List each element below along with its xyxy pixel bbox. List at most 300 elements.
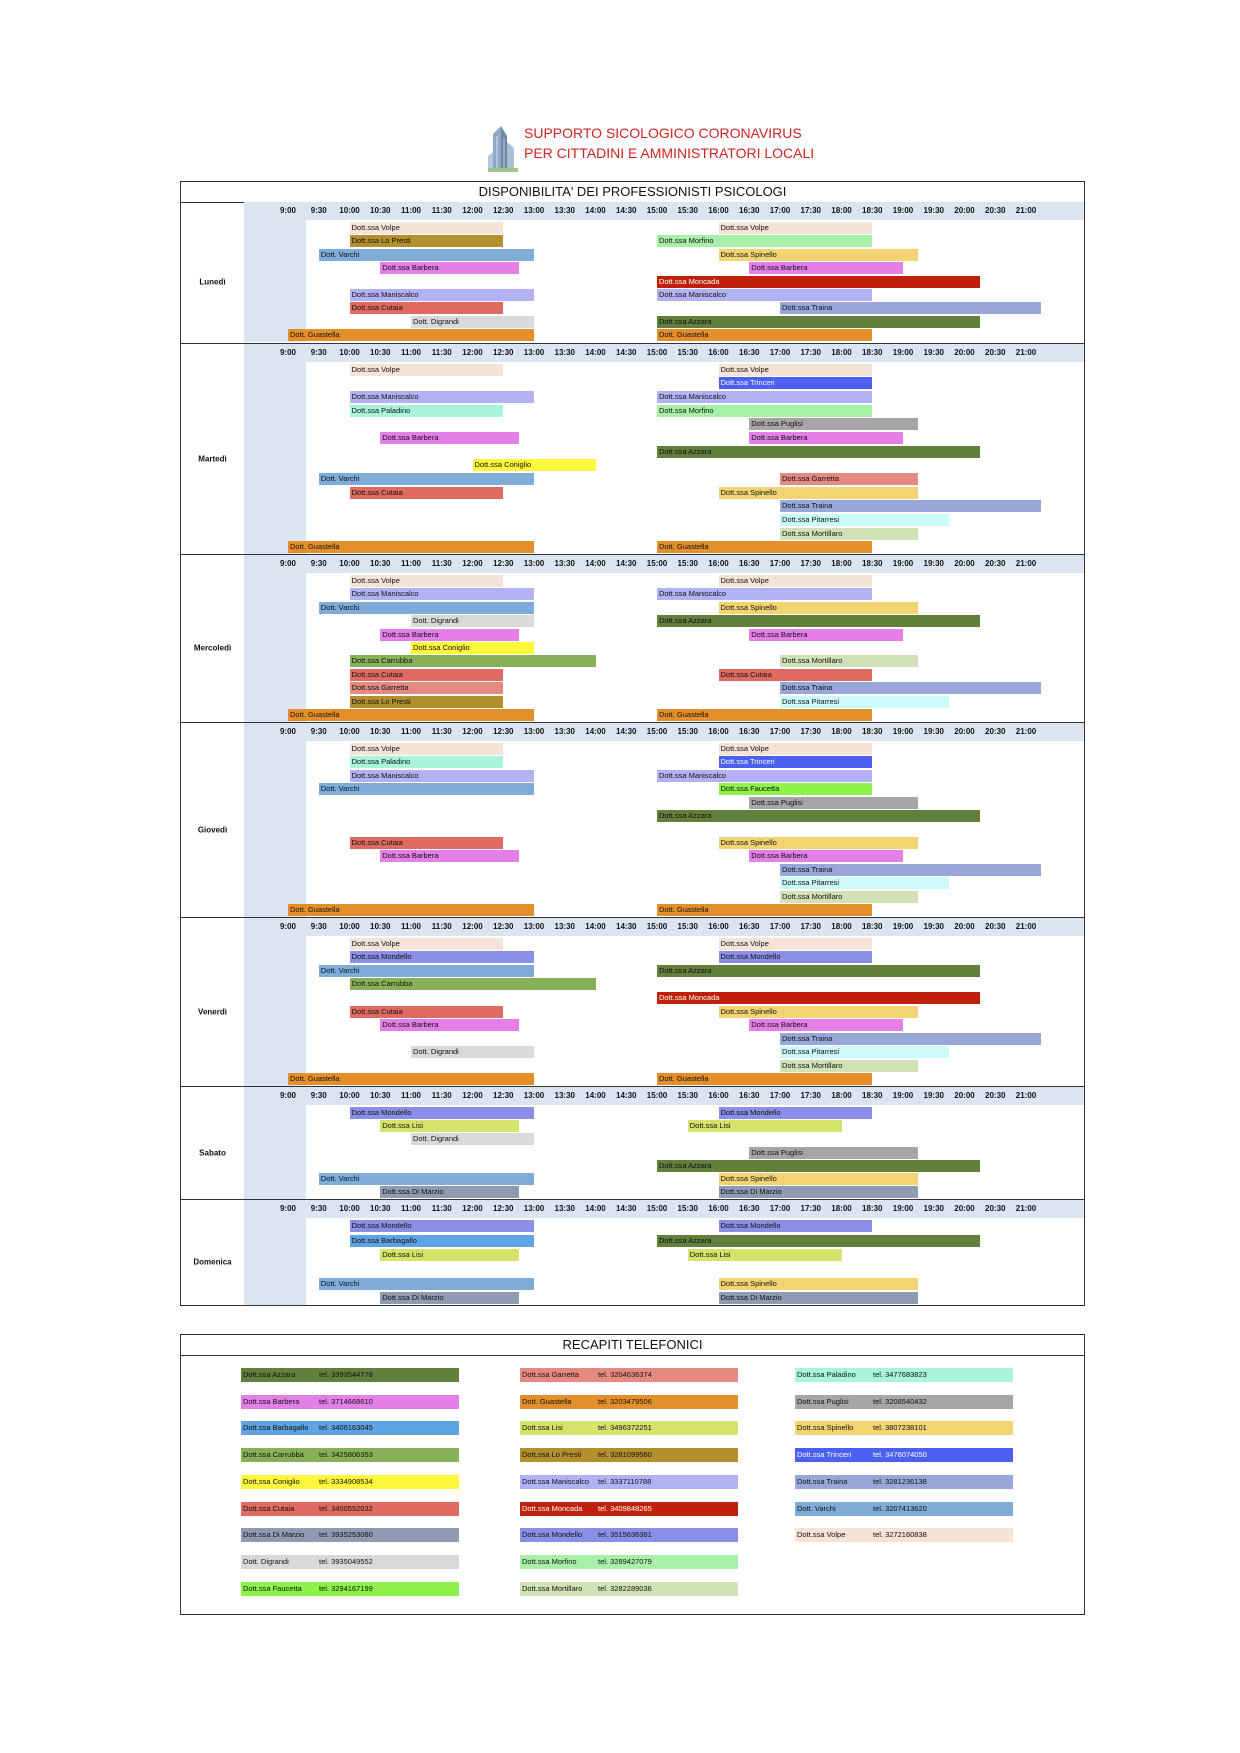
availability-bar-dott-ssa-paladino: Dott.ssa Paladino [350,756,504,768]
contact-name: Dott.ssa Trinceri [797,1450,852,1460]
time-tick: 15:00 [646,1204,668,1213]
time-tick: 21:00 [1015,727,1037,736]
contact-entry-dott-ssa-coniglio [241,1475,459,1489]
availability-bar-dott-ssa-volpe: Dott.ssa Volpe [719,222,873,234]
availability-bar-dott-ssa-azzara: Dott.ssa Azzara [657,1235,980,1247]
contact-entry-dott-ssa-mondello [520,1528,738,1542]
page-header [488,119,815,177]
time-tick: 15:30 [677,727,698,736]
availability-bar-dott-ssa-maniscalco: Dott.ssa Maniscalco [350,289,535,301]
header-title-line2: PER CITTADINI E AMMINISTRATORI LOCALI [524,145,815,161]
time-tick: 20:30 [985,922,1006,931]
time-tick: 18:30 [862,348,883,357]
time-tick: 12:30 [493,348,514,357]
contact-phone: tel. 3393544778 [319,1370,373,1379]
contact-phone: tel. 3208540432 [873,1396,927,1406]
time-tick: 17:00 [769,1204,791,1213]
time-tick: 16:00 [708,206,729,215]
contact-phone: tel. 3935253080 [319,1530,373,1540]
time-tick: 10:00 [339,348,360,357]
time-tick: 21:00 [1015,206,1037,215]
contact-phone: tel. 3400552032 [319,1503,373,1513]
time-tick: 13:30 [554,727,575,736]
time-tick: 10:30 [370,559,391,568]
availability-bar-dott-ssa-mondello: Dott.ssa Mondello [350,951,535,963]
availability-bar-dott-ssa-volpe: Dott.ssa Volpe [350,575,504,587]
contact-name: Dott.ssa Coniglio [243,1476,300,1486]
availability-bar-dott-ssa-puglisi: Dott.ssa Puglisi [749,418,918,430]
availability-bar-dott-guastella: Dott. Guastella [288,709,534,721]
contact-entry-dott-ssa-paladino [795,1368,1013,1382]
time-header-row [244,555,1084,573]
availability-bar-dott-ssa-maniscalco: Dott.ssa Maniscalco [350,588,535,600]
contact-name: Dott.ssa Volpe [797,1530,846,1540]
time-tick: 11:00 [400,727,422,736]
time-tick: 13:00 [523,922,545,931]
availability-bar-dott-ssa-mondello: Dott.ssa Mondello [719,1220,873,1232]
time-tick: 12:30 [493,1204,514,1213]
day-block-venerd [181,917,1084,1086]
availability-bar-dott-ssa-pitarresi: Dott.ssa Pitarresi [780,877,949,889]
time-tick: 17:00 [769,727,791,736]
time-tick: 18:30 [862,727,883,736]
contact-entry-dott-ssa-lisi [520,1421,738,1435]
time-header-row [244,1087,1084,1105]
time-tick: 9:00 [279,206,297,215]
contact-entry-dott-ssa-spinello [795,1421,1013,1435]
contact-entry-dott-ssa-lo-presti [520,1448,738,1462]
time-tick: 14:30 [616,922,637,931]
time-tick: 15:00 [646,922,668,931]
contact-entry-dott-ssa-traina [795,1475,1013,1489]
availability-bar-dott-guastella: Dott. Guastella [288,329,534,341]
time-tick: 13:00 [523,348,545,357]
availability-bar-dott-guastella: Dott. Guastella [657,541,872,553]
availability-bar-dott-ssa-barbera: Dott.ssa Barbera [380,629,518,641]
time-tick: 10:30 [370,727,391,736]
time-tick: 18:00 [831,206,852,215]
time-tick: 9:30 [310,922,327,931]
time-tick: 15:30 [677,1091,698,1100]
availability-bar-dott-ssa-cutaia: Dott.ssa Cutaia [350,302,504,314]
contact-entry-dott-ssa-garretta [520,1368,738,1382]
day-side-strip [244,362,306,554]
time-tick: 19:00 [892,206,914,215]
availability-bar-dott-ssa-faucetta: Dott.ssa Faucetta [719,783,873,795]
time-tick: 15:00 [646,559,668,568]
availability-bar-dott-ssa-garretta: Dott.ssa Garretta [350,682,504,694]
time-tick: 14:30 [616,206,637,215]
availability-bar-dott-ssa-moncada: Dott.ssa Moncada [657,276,980,288]
availability-bar-dott-ssa-cutaia: Dott.ssa Cutaia [350,669,504,681]
availability-bar-dott-guastella: Dott. Guastella [288,1073,534,1085]
availability-schedule [180,181,1085,1306]
day-side-strip [244,1105,306,1199]
contact-entry-dott-ssa-carrubba [241,1448,459,1462]
availability-bar-dott-ssa-azzara: Dott.ssa Azzara [657,615,980,627]
availability-bar-dott-ssa-mondello: Dott.ssa Mondello [719,1107,873,1119]
day-block-domenica [181,1199,1084,1305]
contact-name: Dott.ssa Moncada [522,1503,583,1513]
availability-bar-dott-digrandi: Dott. Digrandi [411,615,534,627]
time-tick: 16:00 [708,559,729,568]
contact-name: Dott.ssa Barbera [243,1396,300,1406]
availability-bar-dott-ssa-mondello: Dott.ssa Mondello [350,1220,535,1232]
availability-bar-dott-ssa-volpe: Dott.ssa Volpe [719,575,873,587]
time-tick: 9:30 [310,1204,327,1213]
time-tick: 17:30 [800,559,821,568]
availability-bar-dott-guastella: Dott. Guastella [657,1073,872,1085]
time-tick: 15:30 [677,348,698,357]
time-tick: 11:00 [400,206,422,215]
time-tick: 9:30 [310,1091,327,1100]
time-tick: 16:00 [708,727,729,736]
availability-bar-dott-ssa-paladino: Dott.ssa Paladino [350,405,504,417]
availability-bar-dott-ssa-barbera: Dott.ssa Barbera [749,629,903,641]
availability-bar-dott-ssa-cutaia: Dott.ssa Cutaia [350,837,504,849]
time-tick: 14:30 [616,1204,637,1213]
time-tick: 19:30 [923,727,944,736]
availability-bar-dott-ssa-barbera: Dott.ssa Barbera [749,262,903,274]
time-tick: 15:30 [677,922,698,931]
availability-bar-dott-ssa-spinello: Dott.ssa Spinello [719,837,919,849]
time-tick: 14:00 [585,727,606,736]
availability-bar-dott-ssa-spinello: Dott.ssa Spinello [719,1006,919,1018]
availability-bar-dott-ssa-coniglio: Dott.ssa Coniglio [473,459,596,471]
availability-bar-dott-guastella: Dott. Guastella [657,329,872,341]
contact-name: Dott.ssa Mortillaro [522,1583,583,1593]
time-tick: 15:30 [677,1204,698,1213]
availability-bar-dott-ssa-volpe: Dott.ssa Volpe [350,364,504,376]
contact-name: Dott. Digrandi [243,1556,289,1566]
availability-bar-dott-varchi: Dott. Varchi [319,1278,534,1290]
contact-phone: tel. 3406163045 [319,1423,373,1433]
time-tick: 12:00 [462,1091,483,1100]
contact-phone: tel. 3334908534 [319,1476,373,1486]
time-tick: 16:30 [739,1091,760,1100]
availability-bar-dott-ssa-lisi: Dott.ssa Lisi [688,1120,842,1132]
availability-bar-dott-ssa-mondello: Dott.ssa Mondello [350,1107,535,1119]
contact-name: Dott.ssa Mondello [522,1530,583,1540]
day-label-luned: Lunedì [199,277,226,286]
contact-name: Dott.ssa Di Marzio [243,1530,305,1540]
time-header-row [244,723,1084,741]
availability-bar-dott-ssa-traina: Dott.ssa Traina [780,302,1041,314]
contact-entry-dott-ssa-morfino [520,1555,738,1569]
time-tick: 19:30 [923,922,944,931]
availability-bar-dott-ssa-mortillaro: Dott.ssa Mortillaro [780,891,918,903]
time-tick: 21:00 [1015,348,1037,357]
contacts-title: RECAPITI TELEFONICI [181,1335,1084,1356]
time-tick: 11:30 [431,348,452,357]
contact-phone: tel. 3476074050 [873,1450,927,1460]
time-tick: 13:30 [554,206,575,215]
time-tick: 18:00 [831,1204,852,1213]
time-tick: 11:00 [400,1204,422,1213]
contact-entry-dott-ssa-maniscalco [520,1475,738,1489]
availability-bar-dott-ssa-maniscalco: Dott.ssa Maniscalco [657,289,872,301]
contact-name: Dott.ssa Azzara [243,1370,296,1379]
time-tick: 21:00 [1015,1204,1037,1213]
contact-name: Dott.ssa Maniscalco [522,1476,590,1486]
time-tick: 9:00 [279,1091,297,1100]
contact-phone: tel. 3203479506 [598,1396,652,1406]
contact-phone: tel. 3515636361 [598,1530,652,1540]
availability-bar-dott-ssa-lo-presti: Dott.ssa Lo Presti [350,235,504,247]
time-tick: 10:30 [370,206,391,215]
time-tick: 17:00 [769,559,791,568]
availability-bar-dott-ssa-barbagallo: Dott.ssa Barbagallo [350,1235,535,1247]
availability-bar-dott-ssa-puglisi: Dott.ssa Puglisi [749,1147,918,1159]
contact-entry-dott-ssa-trinceri [795,1448,1013,1462]
contact-entry-dott-ssa-di-marzio [241,1528,459,1542]
contact-name: Dott.ssa Lo Presti [522,1450,582,1460]
time-tick: 21:00 [1015,922,1037,931]
day-label-marted: Martedì [198,454,227,463]
availability-bar-dott-ssa-maniscalco: Dott.ssa Maniscalco [350,770,535,782]
time-tick: 13:00 [523,559,545,568]
time-tick: 15:30 [677,206,698,215]
time-tick: 19:30 [923,206,944,215]
time-tick: 14:30 [616,1091,637,1100]
time-tick: 11:30 [431,1204,452,1213]
availability-bar-dott-ssa-spinello: Dott.ssa Spinello [719,1173,919,1185]
time-tick: 10:00 [339,559,360,568]
availability-bar-dott-ssa-maniscalco: Dott.ssa Maniscalco [350,391,535,403]
time-tick: 10:00 [339,1204,360,1213]
time-tick: 18:30 [862,1091,883,1100]
time-tick: 14:00 [585,1204,606,1213]
availability-bar-dott-ssa-coniglio: Dott.ssa Coniglio [411,642,534,654]
time-tick: 15:00 [646,348,668,357]
time-tick: 20:30 [985,206,1006,215]
time-tick: 16:30 [739,922,760,931]
availability-bar-dott-ssa-lo-presti: Dott.ssa Lo Presti [350,696,504,708]
availability-bar-dott-ssa-traina: Dott.ssa Traina [780,500,1041,512]
availability-bar-dott-ssa-spinello: Dott.ssa Spinello [719,602,919,614]
availability-bar-dott-ssa-di-marzio: Dott.ssa Di Marzio [380,1292,518,1304]
availability-bar-dott-varchi: Dott. Varchi [319,1173,534,1185]
contact-name: Dott.ssa Lisi [522,1423,563,1433]
contact-phone: tel. 3281099560 [598,1450,652,1460]
availability-bar-dott-ssa-mortillaro: Dott.ssa Mortillaro [780,1060,918,1072]
contact-phone: tel. 3807238101 [873,1423,927,1433]
time-tick: 18:30 [862,1204,883,1213]
contact-name: Dott.ssa Faucetta [243,1583,302,1593]
time-tick: 11:30 [431,559,452,568]
contact-phone: tel. 3409848265 [598,1503,652,1513]
time-tick: 21:00 [1015,1091,1037,1100]
time-tick: 13:30 [554,1091,575,1100]
availability-bar-dott-ssa-pitarresi: Dott.ssa Pitarresi [780,696,949,708]
contact-name: Dott.ssa Barbagallo [243,1423,309,1433]
time-tick: 16:00 [708,922,729,931]
time-header-row [244,202,1084,220]
day-block-mercoled [181,554,1084,722]
time-tick: 13:30 [554,559,575,568]
time-tick: 12:00 [462,727,483,736]
day-side-strip [244,220,306,342]
time-tick: 14:30 [616,559,637,568]
time-tick: 20:00 [954,348,975,357]
time-tick: 14:00 [585,559,606,568]
time-tick: 16:30 [739,727,760,736]
contact-phone: tel. 3207413620 [873,1503,927,1513]
time-tick: 20:30 [985,348,1006,357]
time-tick: 15:00 [646,206,668,215]
time-tick: 19:30 [923,348,944,357]
time-tick: 13:30 [554,348,575,357]
time-tick: 19:00 [892,348,914,357]
availability-bar-dott-ssa-cutaia: Dott.ssa Cutaia [350,487,504,499]
availability-bar-dott-ssa-carrubba: Dott.ssa Carrubba [350,655,596,667]
availability-bar-dott-ssa-di-marzio: Dott.ssa Di Marzio [719,1186,919,1198]
availability-bar-dott-guastella: Dott. Guastella [657,709,872,721]
time-tick: 17:00 [769,1091,791,1100]
contact-name: Dott. Guastella [522,1396,572,1406]
time-tick: 12:30 [493,727,514,736]
time-tick: 9:30 [310,348,327,357]
day-label-sabato: Sabato [199,1148,226,1157]
time-tick: 10:30 [370,922,391,931]
time-tick: 19:00 [892,922,914,931]
day-block-sabato [181,1086,1084,1199]
availability-bar-dott-ssa-barbera: Dott.ssa Barbera [380,262,518,274]
time-tick: 17:30 [800,1091,821,1100]
availability-bar-dott-ssa-spinello: Dott.ssa Spinello [719,487,919,499]
day-label-domenica: Domenica [193,1257,232,1267]
time-tick: 17:30 [800,1204,821,1213]
time-tick: 14:30 [616,348,637,357]
availability-bar-dott-varchi: Dott. Varchi [319,783,534,795]
availability-bar-dott-ssa-azzara: Dott.ssa Azzara [657,1160,980,1172]
time-tick: 16:30 [739,206,760,215]
time-header-row [244,1200,1084,1218]
time-tick: 18:00 [831,922,852,931]
time-tick: 10:00 [339,206,360,215]
time-tick: 20:30 [985,1091,1006,1100]
availability-bar-dott-ssa-barbera: Dott.ssa Barbera [749,1019,903,1031]
availability-bar-dott-ssa-pitarresi: Dott.ssa Pitarresi [780,514,949,526]
contact-phone: tel. 3477683823 [873,1370,927,1379]
availability-bar-dott-ssa-volpe: Dott.ssa Volpe [350,222,504,234]
availability-bar-dott-ssa-traina: Dott.ssa Traina [780,1033,1041,1045]
time-tick: 11:30 [431,922,452,931]
time-tick: 19:00 [892,1204,914,1213]
availability-bar-dott-ssa-barbera: Dott.ssa Barbera [380,1019,518,1031]
time-tick: 12:30 [493,922,514,931]
header-title-line1: SUPPORTO SICOLOGICO CORONAVIRUS [524,125,802,141]
contact-name: Dott.ssa Carrubba [243,1450,304,1460]
time-tick: 9:00 [279,348,297,357]
contact-name: Dott.ssa Spinello [797,1423,854,1433]
time-tick: 18:00 [831,348,852,357]
time-tick: 10:00 [339,727,360,736]
contact-phone: tel. 3496372251 [598,1423,652,1433]
contact-phone: tel. 3935049552 [319,1556,373,1566]
time-tick: 11:30 [431,206,452,215]
time-tick: 9:30 [310,727,327,736]
time-tick: 9:30 [310,206,327,215]
time-tick: 13:00 [523,206,545,215]
day-block-luned [181,202,1084,343]
time-tick: 17:30 [800,922,821,931]
contact-entry-dott-ssa-moncada [520,1502,738,1516]
day-side-strip [244,741,306,917]
availability-bar-dott-digrandi: Dott. Digrandi [411,1133,534,1145]
availability-bar-dott-ssa-azzara: Dott.ssa Azzara [657,316,980,328]
availability-bar-dott-ssa-morfino: Dott.ssa Morfino [657,235,872,247]
time-tick: 13:30 [554,1204,575,1213]
availability-bar-dott-digrandi: Dott. Digrandi [411,316,534,328]
contact-phone: tel. 3714668610 [319,1396,373,1406]
day-side-strip [244,573,306,722]
time-tick: 19:30 [923,559,944,568]
contact-phone: tel. 3281236138 [873,1476,927,1486]
time-tick: 10:00 [339,1091,360,1100]
time-tick: 17:30 [800,727,821,736]
contact-phone: tel. 3289427079 [598,1556,652,1566]
time-tick: 18:00 [831,559,852,568]
time-tick: 18:30 [862,559,883,568]
contact-entry-dott-ssa-barbagallo [241,1421,459,1435]
availability-bar-dott-ssa-spinello: Dott.ssa Spinello [719,249,919,261]
time-tick: 14:00 [585,348,606,357]
time-tick: 15:00 [646,1091,668,1100]
availability-bar-dott-ssa-traina: Dott.ssa Traina [780,682,1041,694]
availability-bar-dott-varchi: Dott. Varchi [319,249,534,261]
availability-bar-dott-ssa-traina: Dott.ssa Traina [780,864,1041,876]
availability-bar-dott-ssa-volpe: Dott.ssa Volpe [719,364,873,376]
time-tick: 12:30 [493,559,514,568]
time-tick: 17:30 [800,206,821,215]
day-side-strip [244,1218,306,1305]
time-tick: 19:00 [892,1091,914,1100]
time-tick: 9:30 [310,559,327,568]
time-header-row [244,344,1084,362]
availability-bar-dott-ssa-puglisi: Dott.ssa Puglisi [749,797,918,809]
time-tick: 18:00 [831,727,852,736]
time-tick: 13:00 [523,1091,545,1100]
time-tick: 18:00 [831,1091,852,1100]
time-tick: 16:30 [739,559,760,568]
time-tick: 13:00 [523,727,545,736]
phone-contacts [180,1334,1085,1615]
time-tick: 14:00 [585,922,606,931]
time-tick: 16:00 [708,348,729,357]
time-tick: 20:00 [954,727,975,736]
contact-name: Dott.ssa Morfino [522,1556,577,1566]
availability-bar-dott-ssa-pitarresi: Dott.ssa Pitarresi [780,1046,949,1058]
time-tick: 12:00 [462,922,483,931]
availability-bar-dott-ssa-lisi: Dott.ssa Lisi [380,1249,518,1261]
contact-name: Dott.ssa Cutaia [243,1503,295,1513]
time-tick: 17:00 [769,348,791,357]
day-block-marted [181,343,1084,554]
day-block-gioved [181,722,1084,917]
availability-bar-dott-ssa-volpe: Dott.ssa Volpe [350,938,504,950]
time-tick: 16:00 [708,1091,729,1100]
time-tick: 17:00 [769,206,791,215]
contact-phone: tel. 3204636374 [598,1370,652,1379]
availability-bar-dott-varchi: Dott. Varchi [319,965,534,977]
contact-entry-dott-ssa-mortillaro [520,1582,738,1596]
availability-bar-dott-ssa-azzara: Dott.ssa Azzara [657,446,980,458]
time-tick: 19:30 [923,1091,944,1100]
day-label-gioved: Giovedì [197,825,228,834]
time-tick: 20:00 [954,1091,975,1100]
availability-bar-dott-ssa-spinello: Dott.ssa Spinello [719,1278,919,1290]
